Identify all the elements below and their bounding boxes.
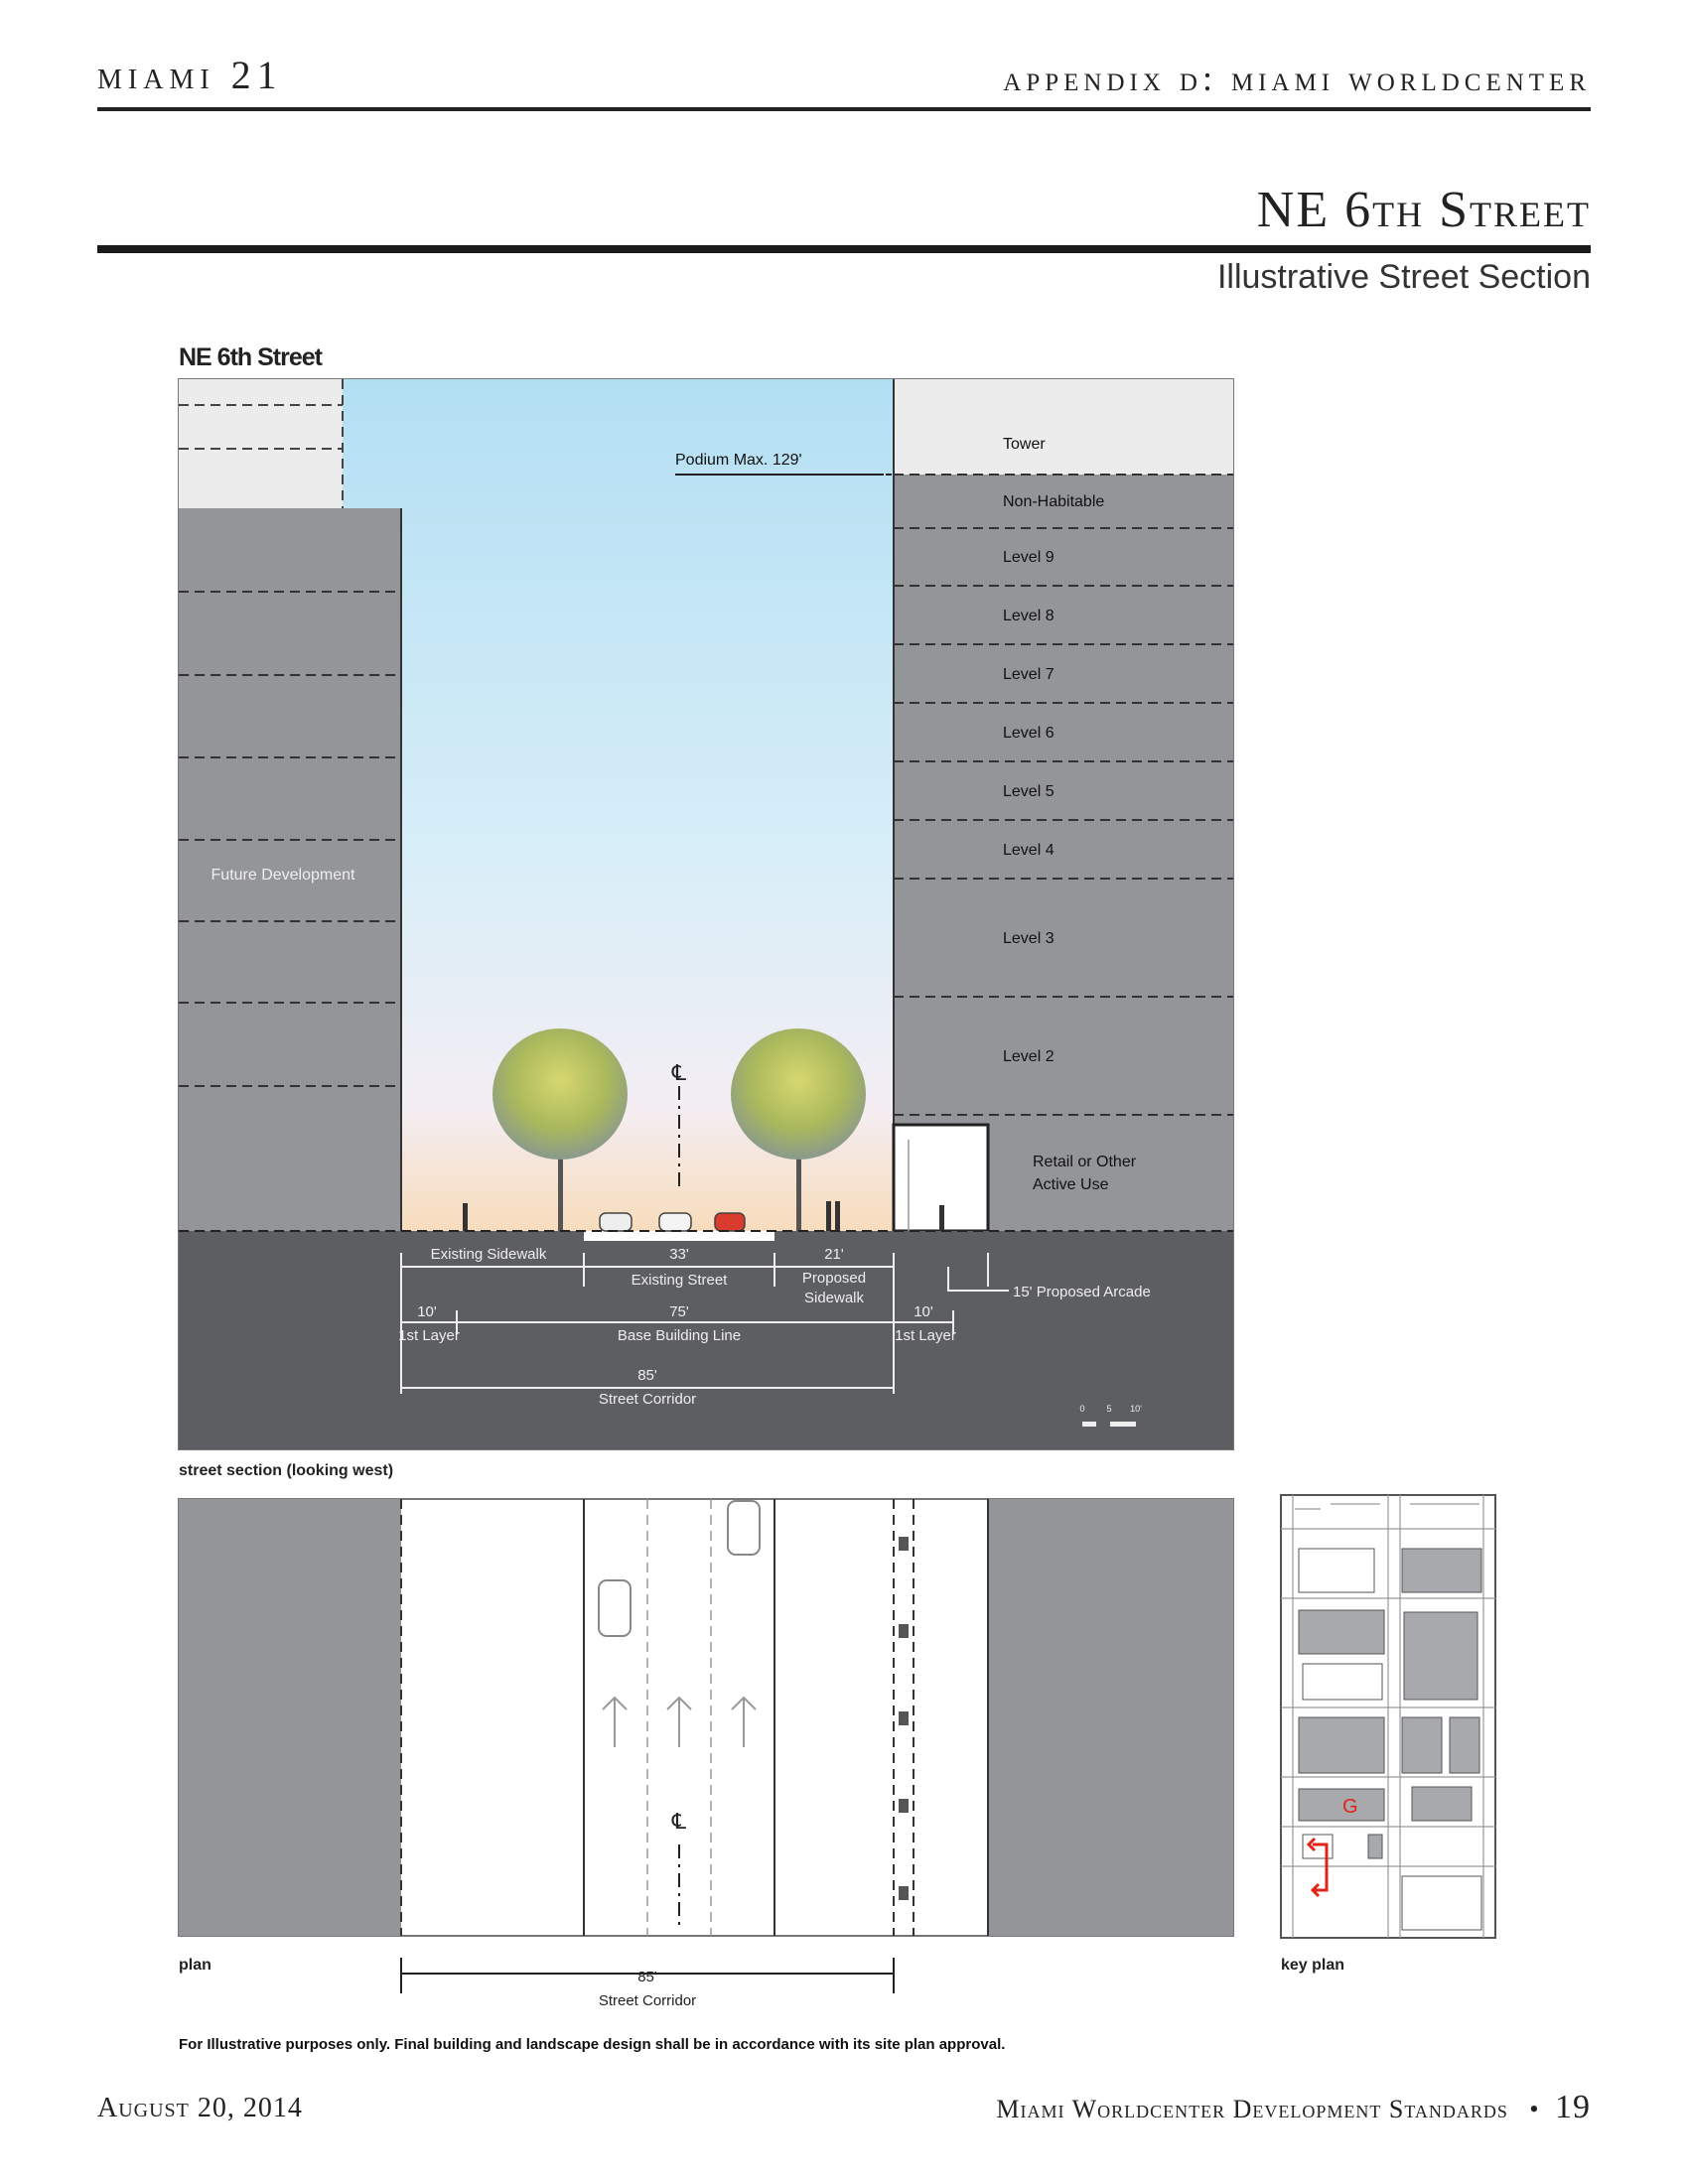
dim-10-left: 10' bbox=[417, 1303, 437, 1320]
plan-caption: plan bbox=[179, 1957, 211, 1974]
plan-dim-85: 85' bbox=[637, 1969, 657, 1985]
page-number: 19 bbox=[1555, 2089, 1591, 2125]
key-plan-caption: key plan bbox=[1281, 1957, 1345, 1974]
page-subtitle: Illustrative Street Section bbox=[1216, 258, 1591, 296]
svg-text:0: 0 bbox=[1079, 1404, 1085, 1414]
running-header-right: appendix d: miami worldcenter bbox=[1003, 59, 1591, 98]
level-label: Level 3 bbox=[1003, 930, 1055, 947]
level-label: Non-Habitable bbox=[1003, 493, 1105, 510]
proposed-sidewalk-label: Sidewalk bbox=[803, 1290, 865, 1306]
level-label: Level 2 bbox=[1003, 1048, 1055, 1065]
level-label: Level 6 bbox=[1003, 725, 1055, 742]
footer-right bbox=[996, 2089, 1591, 2126]
plan-centerline-symbol: ℄ bbox=[671, 1809, 687, 1834]
level-label: Level 7 bbox=[1003, 666, 1055, 683]
pedestrian bbox=[463, 1203, 468, 1231]
running-header-left: miami 21 bbox=[97, 53, 283, 97]
base-building-line-label: Base Building Line bbox=[617, 1327, 742, 1344]
dim-21: 21' bbox=[824, 1246, 844, 1263]
left-upper-envelope bbox=[179, 379, 343, 508]
dim-85: 85' bbox=[637, 1367, 657, 1384]
footer-title: Miami Worldcenter Development Standards bbox=[996, 2095, 1508, 2123]
car bbox=[659, 1213, 691, 1231]
pedestrian bbox=[835, 1201, 840, 1231]
retail-label: Retail or Other bbox=[1033, 1154, 1137, 1170]
existing-street-label: Existing Street bbox=[631, 1272, 728, 1289]
disclaimer-note: For Illustrative purposes only. Final building and landscape design shall be in accordance with its site plan approval. bbox=[179, 2036, 1006, 2053]
level-label: Level 5 bbox=[1003, 783, 1055, 800]
dim-75: 75' bbox=[669, 1303, 689, 1320]
section-heading: NE 6th Street bbox=[179, 343, 322, 371]
footer-date: August 20, 2014 bbox=[97, 2093, 303, 2123]
svg-text:10': 10' bbox=[1130, 1404, 1142, 1414]
arcade-label: 15' Proposed Arcade bbox=[1013, 1284, 1151, 1300]
level-label: Level 9 bbox=[1003, 549, 1055, 566]
first-layer-left: 1st Layer bbox=[398, 1327, 460, 1344]
page-title: NE 6th Street bbox=[1256, 182, 1591, 238]
retail-label: Active Use bbox=[1033, 1176, 1109, 1193]
footer-bullet: • bbox=[1529, 2095, 1540, 2123]
future-development-label: Future Development bbox=[211, 867, 355, 884]
svg-text:5: 5 bbox=[1106, 1404, 1112, 1414]
level-label: Level 4 bbox=[1003, 842, 1055, 859]
car bbox=[715, 1213, 745, 1231]
proposed-sidewalk-label: Proposed bbox=[801, 1270, 867, 1287]
street-corridor-label: Street Corridor bbox=[598, 1391, 697, 1408]
right-tower-envelope bbox=[894, 379, 1233, 475]
key-plan-marker: G bbox=[1342, 1796, 1358, 1818]
plan-street-corridor: Street Corridor bbox=[598, 1992, 697, 2009]
centerline-symbol: ℄ bbox=[671, 1060, 687, 1085]
podium-max-label: Podium Max. 129' bbox=[675, 452, 802, 469]
level-label: Tower bbox=[1003, 436, 1046, 453]
key-plan-map bbox=[1281, 1495, 1495, 1938]
right-podium-building bbox=[894, 475, 1233, 1231]
dim-10-right: 10' bbox=[914, 1303, 933, 1320]
pedestrian bbox=[939, 1205, 944, 1231]
first-layer-right: 1st Layer bbox=[895, 1327, 956, 1344]
level-label: Level 8 bbox=[1003, 608, 1055, 624]
existing-sidewalk-label: Existing Sidewalk bbox=[430, 1246, 547, 1263]
dim-33: 33' bbox=[669, 1246, 689, 1263]
car bbox=[600, 1213, 632, 1231]
street-plan bbox=[179, 1499, 1233, 1936]
pedestrian bbox=[826, 1201, 831, 1231]
section-caption: street section (looking west) bbox=[179, 1462, 394, 1479]
